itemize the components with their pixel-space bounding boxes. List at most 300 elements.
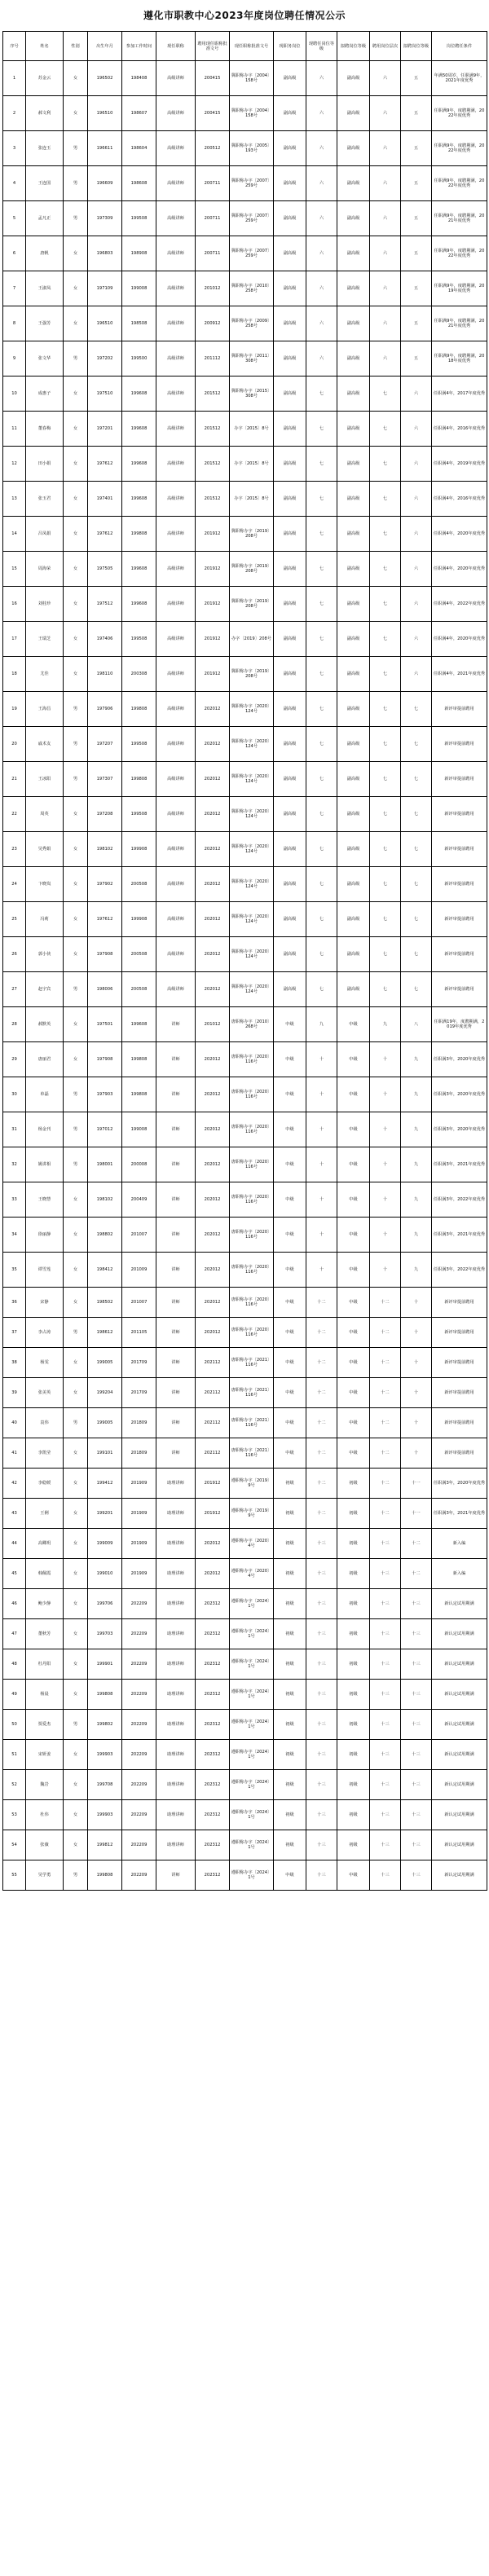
cell-current-title: 高级讲师 bbox=[156, 131, 196, 166]
cell-name: 郝默英 bbox=[26, 1007, 64, 1042]
cell-approval-doc: 冀职称办字〔2019〕208号 bbox=[230, 657, 274, 692]
cell-current-position: 副高级 bbox=[274, 341, 306, 376]
table-row bbox=[3, 1619, 487, 1649]
cell-current-level: 七 bbox=[306, 657, 337, 692]
cell-current-level: 十二 bbox=[306, 1499, 337, 1529]
cell-approval-doc: 遵职称办字〔2024〕1号 bbox=[230, 1589, 274, 1619]
cell-appointed-level: 十 bbox=[370, 1147, 401, 1182]
cell-approval-date: 202012 bbox=[196, 1042, 230, 1077]
cell-current-level: 十 bbox=[306, 1077, 337, 1112]
cell-approval-doc: 冀职称办字〔2020〕124号 bbox=[230, 902, 274, 937]
cell-birth-date: 199903 bbox=[88, 1800, 122, 1830]
cell-current-position: 副高级 bbox=[274, 166, 306, 201]
cell-birth-date: 199808 bbox=[88, 1680, 122, 1710]
cell-birth-date: 197908 bbox=[88, 1042, 122, 1077]
cell-appointed-level: 十三 bbox=[370, 1800, 401, 1830]
cell-current-title: 讲师 bbox=[156, 1042, 196, 1077]
cell-current-position: 副高级 bbox=[274, 832, 306, 867]
cell-approval-date: 202012 bbox=[196, 937, 230, 972]
cell-current-position: 副高级 bbox=[274, 657, 306, 692]
cell-approval-doc: 遵职称办字〔2024〕1号 bbox=[230, 1680, 274, 1710]
cell-appointed-level: 十 bbox=[370, 1253, 401, 1288]
cell-work-start-date: 199508 bbox=[122, 727, 156, 762]
cell-gender: 男 bbox=[64, 692, 88, 727]
cell-name: 李凯莹 bbox=[26, 1438, 64, 1469]
cell-current-position: 副高级 bbox=[274, 131, 306, 166]
cell-current-position: 中级 bbox=[274, 1253, 306, 1288]
cell-gender: 女 bbox=[64, 1529, 88, 1559]
cell-appointment-condition: 新认定试用期满 bbox=[432, 1649, 487, 1680]
cell-appointed-level: 十三 bbox=[370, 1770, 401, 1800]
cell-row-number: 53 bbox=[3, 1800, 26, 1830]
cell-current-title: 高级讲师 bbox=[156, 867, 196, 902]
table-row bbox=[3, 131, 487, 166]
cell-proposed-position: 中级 bbox=[337, 1288, 370, 1318]
cell-birth-date: 198006 bbox=[88, 972, 122, 1007]
column-header: 性别 bbox=[64, 32, 88, 61]
cell-gender: 男 bbox=[64, 341, 88, 376]
cell-approval-doc: 唐职称办字〔2021〕116号 bbox=[230, 1348, 274, 1378]
cell-current-title: 高级讲师 bbox=[156, 236, 196, 271]
cell-proposed-position: 中级 bbox=[337, 1318, 370, 1348]
cell-proposed-level: 五 bbox=[401, 341, 432, 376]
cell-proposed-position: 中级 bbox=[337, 1042, 370, 1077]
cell-appointed-level: 九 bbox=[370, 1007, 401, 1042]
cell-current-level: 十二 bbox=[306, 1318, 337, 1348]
cell-name: 王强芳 bbox=[26, 306, 64, 341]
cell-appointed-level: 十三 bbox=[370, 1649, 401, 1680]
cell-row-number: 31 bbox=[3, 1112, 26, 1147]
cell-current-position: 初级 bbox=[274, 1559, 306, 1589]
cell-proposed-position: 副高级 bbox=[337, 692, 370, 727]
cell-name: 李稳媛 bbox=[26, 1469, 64, 1499]
cell-row-number: 44 bbox=[3, 1529, 26, 1559]
cell-birth-date: 199901 bbox=[88, 1649, 122, 1680]
cell-approval-doc: 冀职称办字〔2020〕124号 bbox=[230, 867, 274, 902]
cell-current-position: 中级 bbox=[274, 1218, 306, 1253]
cell-proposed-level: 五 bbox=[401, 96, 432, 131]
cell-work-start-date: 199808 bbox=[122, 517, 156, 552]
cell-approval-date: 202312 bbox=[196, 1860, 230, 1891]
cell-birth-date: 197612 bbox=[88, 517, 122, 552]
cell-birth-date: 199703 bbox=[88, 1619, 122, 1649]
cell-proposed-position: 副高级 bbox=[337, 166, 370, 201]
cell-row-number: 21 bbox=[3, 762, 26, 797]
table-row bbox=[3, 1288, 487, 1318]
cell-proposed-position: 初级 bbox=[337, 1649, 370, 1680]
cell-proposed-level: 九 bbox=[401, 1077, 432, 1112]
cell-row-number: 17 bbox=[3, 622, 26, 657]
cell-proposed-level: 九 bbox=[401, 1182, 432, 1218]
cell-birth-date: 197012 bbox=[88, 1112, 122, 1147]
cell-current-position: 副高级 bbox=[274, 587, 306, 622]
cell-current-title: 高级讲师 bbox=[156, 762, 196, 797]
cell-approval-doc: 唐职称办字〔2020〕116号 bbox=[230, 1147, 274, 1182]
cell-approval-doc: 冀职称办字〔2007〕259号 bbox=[230, 236, 274, 271]
cell-appointment-condition: 任职满4年，2020年度优秀 bbox=[432, 517, 487, 552]
cell-current-level: 七 bbox=[306, 972, 337, 1007]
cell-appointed-level: 十二 bbox=[370, 1499, 401, 1529]
cell-approval-date: 201012 bbox=[196, 1007, 230, 1042]
cell-current-position: 副高级 bbox=[274, 692, 306, 727]
cell-gender: 女 bbox=[64, 1770, 88, 1800]
cell-current-level: 九 bbox=[306, 1007, 337, 1042]
cell-current-position: 副高级 bbox=[274, 96, 306, 131]
cell-proposed-level: 六 bbox=[401, 482, 432, 517]
cell-proposed-level: 九 bbox=[401, 1112, 432, 1147]
cell-gender: 女 bbox=[64, 1007, 88, 1042]
cell-birth-date: 197903 bbox=[88, 1077, 122, 1112]
cell-current-level: 十二 bbox=[306, 1469, 337, 1499]
cell-approval-date: 202012 bbox=[196, 867, 230, 902]
cell-appointed-level: 六 bbox=[370, 306, 401, 341]
cell-current-position: 中级 bbox=[274, 1378, 306, 1408]
cell-approval-doc: 遵职称办字〔2019〕9号 bbox=[230, 1499, 274, 1529]
cell-proposed-position: 副高级 bbox=[337, 517, 370, 552]
cell-current-position: 副高级 bbox=[274, 376, 306, 412]
cell-appointment-condition: 任职满9年，度聘期满，2021年度优秀 bbox=[432, 201, 487, 236]
cell-approval-doc: 冀职称办字〔2015〕308号 bbox=[230, 376, 274, 412]
cell-proposed-position: 副高级 bbox=[337, 832, 370, 867]
cell-current-level: 七 bbox=[306, 902, 337, 937]
cell-birth-date: 197612 bbox=[88, 902, 122, 937]
cell-appointment-condition: 新评审提前聘用 bbox=[432, 1318, 487, 1348]
cell-birth-date: 197906 bbox=[88, 692, 122, 727]
cell-proposed-position: 初级 bbox=[337, 1619, 370, 1649]
cell-appointed-level: 十 bbox=[370, 1077, 401, 1112]
cell-proposed-position: 中级 bbox=[337, 1438, 370, 1469]
cell-proposed-position: 副高级 bbox=[337, 341, 370, 376]
cell-appointment-condition: 新评审提前聘用 bbox=[432, 727, 487, 762]
cell-proposed-position: 初级 bbox=[337, 1680, 370, 1710]
cell-current-position: 初级 bbox=[274, 1740, 306, 1770]
cell-row-number: 26 bbox=[3, 937, 26, 972]
cell-appointment-condition: 任职满9年，度聘期满，2019年度优秀 bbox=[432, 271, 487, 306]
cell-proposed-position: 副高级 bbox=[337, 587, 370, 622]
cell-appointment-condition: 任职满9年，度聘期满，2022年度优秀 bbox=[432, 131, 487, 166]
cell-approval-doc: 办字〔2015〕8号 bbox=[230, 447, 274, 482]
cell-current-level: 六 bbox=[306, 341, 337, 376]
cell-work-start-date: 202209 bbox=[122, 1830, 156, 1860]
cell-approval-doc: 冀职称办字〔2010〕258号 bbox=[230, 271, 274, 306]
cell-current-title: 高级讲师 bbox=[156, 832, 196, 867]
cell-current-level: 六 bbox=[306, 236, 337, 271]
cell-name: 杜丹阳 bbox=[26, 1649, 64, 1680]
cell-current-title: 讲师 bbox=[156, 1112, 196, 1147]
cell-work-start-date: 199808 bbox=[122, 1077, 156, 1112]
cell-current-level: 七 bbox=[306, 797, 337, 832]
cell-birth-date: 197202 bbox=[88, 341, 122, 376]
cell-current-title: 讲师 bbox=[156, 1438, 196, 1469]
cell-approval-date: 202112 bbox=[196, 1408, 230, 1438]
cell-current-title: 讲师 bbox=[156, 1288, 196, 1318]
cell-proposed-level: 十三 bbox=[401, 1830, 432, 1860]
cell-approval-doc: 遵职称办字〔2024〕1号 bbox=[230, 1740, 274, 1770]
cell-birth-date: 198802 bbox=[88, 1218, 122, 1253]
cell-appointed-level: 七 bbox=[370, 517, 401, 552]
cell-birth-date: 196609 bbox=[88, 166, 122, 201]
cell-birth-date: 197309 bbox=[88, 201, 122, 236]
cell-birth-date: 198102 bbox=[88, 1182, 122, 1218]
cell-approval-doc: 冀职称办字〔2020〕124号 bbox=[230, 937, 274, 972]
cell-proposed-position: 中级 bbox=[337, 1253, 370, 1288]
cell-appointed-level: 十二 bbox=[370, 1318, 401, 1348]
cell-work-start-date: 202209 bbox=[122, 1740, 156, 1770]
cell-work-start-date: 201909 bbox=[122, 1499, 156, 1529]
cell-appointed-level: 七 bbox=[370, 867, 401, 902]
cell-appointment-condition: 新认定试用期满 bbox=[432, 1770, 487, 1800]
cell-gender: 女 bbox=[64, 1830, 88, 1860]
cell-current-position: 副高级 bbox=[274, 447, 306, 482]
cell-appointment-condition: 任职满9年，度聘期满，2021年度优秀 bbox=[432, 306, 487, 341]
cell-appointment-condition: 任职满4年，2019年度优秀 bbox=[432, 447, 487, 482]
cell-row-number: 45 bbox=[3, 1559, 26, 1589]
cell-birth-date: 197208 bbox=[88, 797, 122, 832]
cell-work-start-date: 199608 bbox=[122, 587, 156, 622]
cell-approval-doc: 遵职称办字〔2024〕1号 bbox=[230, 1830, 274, 1860]
cell-proposed-position: 副高级 bbox=[337, 902, 370, 937]
cell-approval-doc: 唐职称办字〔2020〕116号 bbox=[230, 1112, 274, 1147]
cell-birth-date: 197501 bbox=[88, 1007, 122, 1042]
cell-approval-date: 202012 bbox=[196, 1182, 230, 1218]
cell-row-number: 30 bbox=[3, 1077, 26, 1112]
cell-appointment-condition: 新认定试用期满 bbox=[432, 1680, 487, 1710]
cell-proposed-level: 九 bbox=[401, 1253, 432, 1288]
table-row bbox=[3, 762, 487, 797]
cell-proposed-position: 副高级 bbox=[337, 271, 370, 306]
cell-proposed-position: 中级 bbox=[337, 1218, 370, 1253]
table-row bbox=[3, 1710, 487, 1740]
cell-approval-date: 202012 bbox=[196, 1112, 230, 1147]
cell-current-level: 七 bbox=[306, 727, 337, 762]
cell-gender: 男 bbox=[64, 1408, 88, 1438]
cell-gender: 男 bbox=[64, 1860, 88, 1891]
cell-birth-date: 197109 bbox=[88, 271, 122, 306]
cell-approval-date: 200711 bbox=[196, 166, 230, 201]
cell-proposed-position: 中级 bbox=[337, 1147, 370, 1182]
cell-current-title: 讲师 bbox=[156, 1348, 196, 1378]
cell-appointed-level: 十三 bbox=[370, 1860, 401, 1891]
cell-gender: 女 bbox=[64, 306, 88, 341]
cell-approval-doc: 遵职称办字〔2024〕1号 bbox=[230, 1770, 274, 1800]
cell-appointed-level: 十三 bbox=[370, 1710, 401, 1740]
cell-birth-date: 196510 bbox=[88, 96, 122, 131]
cell-approval-date: 202112 bbox=[196, 1438, 230, 1469]
cell-appointment-condition: 任职满4年，2020年度优秀 bbox=[432, 622, 487, 657]
cell-birth-date: 198102 bbox=[88, 832, 122, 867]
cell-approval-doc: 遵职称办字〔2019〕9号 bbox=[230, 1469, 274, 1499]
cell-row-number: 10 bbox=[3, 376, 26, 412]
cell-approval-date: 200711 bbox=[196, 236, 230, 271]
cell-approval-doc: 唐职称办字〔2020〕116号 bbox=[230, 1318, 274, 1348]
table-row bbox=[3, 306, 487, 341]
cell-birth-date: 199101 bbox=[88, 1438, 122, 1469]
cell-current-title: 助理讲师 bbox=[156, 1529, 196, 1559]
cell-name: 宋妍姜 bbox=[26, 1740, 64, 1770]
cell-current-level: 七 bbox=[306, 482, 337, 517]
cell-current-level: 六 bbox=[306, 61, 337, 96]
cell-proposed-level: 五 bbox=[401, 61, 432, 96]
cell-approval-doc: 唐职称办字〔2021〕116号 bbox=[230, 1438, 274, 1469]
cell-appointment-condition: 新评审提前聘用 bbox=[432, 937, 487, 972]
cell-appointment-condition: 任职满4年，2016年度优秀 bbox=[432, 412, 487, 447]
table-row bbox=[3, 727, 487, 762]
cell-birth-date: 199812 bbox=[88, 1830, 122, 1860]
cell-current-level: 六 bbox=[306, 166, 337, 201]
cell-current-level: 十 bbox=[306, 1147, 337, 1182]
table-body bbox=[3, 61, 487, 1891]
cell-proposed-position: 副高级 bbox=[337, 867, 370, 902]
cell-approval-doc: 办字〔2015〕8号 bbox=[230, 482, 274, 517]
cell-approval-date: 202112 bbox=[196, 1378, 230, 1408]
cell-proposed-position: 中级 bbox=[337, 1408, 370, 1438]
cell-proposed-level: 十 bbox=[401, 1438, 432, 1469]
cell-appointed-level: 七 bbox=[370, 727, 401, 762]
cell-current-level: 七 bbox=[306, 937, 337, 972]
cell-name: 刘桂珍 bbox=[26, 587, 64, 622]
cell-work-start-date: 199508 bbox=[122, 201, 156, 236]
cell-appointment-condition: 任职满19年，度聘期满，2019年度优秀 bbox=[432, 1007, 487, 1042]
cell-proposed-level: 十三 bbox=[401, 1680, 432, 1710]
table-row bbox=[3, 447, 487, 482]
cell-proposed-position: 初级 bbox=[337, 1529, 370, 1559]
table-row bbox=[3, 412, 487, 447]
cell-gender: 女 bbox=[64, 96, 88, 131]
cell-current-level: 六 bbox=[306, 306, 337, 341]
cell-current-position: 中级 bbox=[274, 1438, 306, 1469]
cell-approval-date: 202012 bbox=[196, 1253, 230, 1288]
cell-gender: 女 bbox=[64, 447, 88, 482]
cell-name: 唐丽君 bbox=[26, 1042, 64, 1077]
cell-name: 成惠子 bbox=[26, 376, 64, 412]
table-row bbox=[3, 1589, 487, 1619]
cell-proposed-position: 副高级 bbox=[337, 306, 370, 341]
column-header: 聘用现任职称批准文号 bbox=[196, 32, 230, 61]
cell-approval-date: 200512 bbox=[196, 131, 230, 166]
cell-current-position: 初级 bbox=[274, 1830, 306, 1860]
cell-current-title: 高级讲师 bbox=[156, 727, 196, 762]
cell-appointed-level: 十 bbox=[370, 1218, 401, 1253]
cell-row-number: 38 bbox=[3, 1348, 26, 1378]
cell-appointed-level: 十三 bbox=[370, 1529, 401, 1559]
column-header: 参加工作时间 bbox=[122, 32, 156, 61]
cell-approval-doc: 办字〔2019〕208号 bbox=[230, 622, 274, 657]
cell-name: 唐帆 bbox=[26, 236, 64, 271]
cell-gender: 女 bbox=[64, 832, 88, 867]
table-row bbox=[3, 1077, 487, 1112]
cell-appointed-level: 十三 bbox=[370, 1559, 401, 1589]
cell-appointment-condition: 新评审提前聘用 bbox=[432, 1348, 487, 1378]
cell-approval-doc: 冀职称办字〔2020〕124号 bbox=[230, 832, 274, 867]
cell-row-number: 46 bbox=[3, 1589, 26, 1619]
cell-row-number: 9 bbox=[3, 341, 26, 376]
cell-current-title: 讲师 bbox=[156, 1077, 196, 1112]
cell-current-level: 十二 bbox=[306, 1408, 337, 1438]
cell-proposed-level: 十 bbox=[401, 1378, 432, 1408]
cell-proposed-position: 副高级 bbox=[337, 552, 370, 587]
cell-gender: 女 bbox=[64, 1740, 88, 1770]
cell-work-start-date: 201809 bbox=[122, 1408, 156, 1438]
cell-birth-date: 199808 bbox=[88, 1860, 122, 1891]
cell-approval-date: 202012 bbox=[196, 1147, 230, 1182]
cell-approval-doc: 冀职称办字〔2020〕124号 bbox=[230, 762, 274, 797]
cell-proposed-level: 十三 bbox=[401, 1589, 432, 1619]
cell-row-number: 47 bbox=[3, 1619, 26, 1649]
cell-birth-date: 199005 bbox=[88, 1348, 122, 1378]
cell-appointed-level: 六 bbox=[370, 131, 401, 166]
cell-appointment-condition: 任职满3年，2020年度优秀 bbox=[432, 1469, 487, 1499]
cell-name: 徐丽静 bbox=[26, 1218, 64, 1253]
cell-name: 郝文利 bbox=[26, 96, 64, 131]
cell-proposed-position: 初级 bbox=[337, 1710, 370, 1740]
cell-row-number: 11 bbox=[3, 412, 26, 447]
cell-work-start-date: 202209 bbox=[122, 1649, 156, 1680]
cell-name: 杨金刊 bbox=[26, 1112, 64, 1147]
cell-current-title: 高级讲师 bbox=[156, 552, 196, 587]
cell-work-start-date: 202209 bbox=[122, 1619, 156, 1649]
cell-appointment-condition: 新认定试用期满 bbox=[432, 1619, 487, 1649]
cell-name: 吕凤娟 bbox=[26, 517, 64, 552]
cell-current-title: 高级讲师 bbox=[156, 692, 196, 727]
cell-current-position: 中级 bbox=[274, 1408, 306, 1438]
cell-current-position: 副高级 bbox=[274, 867, 306, 902]
cell-gender: 女 bbox=[64, 1559, 88, 1589]
cell-gender: 男 bbox=[64, 1318, 88, 1348]
cell-birth-date: 199005 bbox=[88, 1408, 122, 1438]
cell-current-level: 十 bbox=[306, 1218, 337, 1253]
table-row bbox=[3, 1649, 487, 1680]
cell-row-number: 39 bbox=[3, 1378, 26, 1408]
cell-gender: 男 bbox=[64, 1077, 88, 1112]
cell-proposed-position: 中级 bbox=[337, 1348, 370, 1378]
cell-current-title: 高级讲师 bbox=[156, 937, 196, 972]
cell-appointment-condition: 任职满4年，2021年度优秀 bbox=[432, 657, 487, 692]
cell-approval-doc: 唐职称办字〔2021〕116号 bbox=[230, 1408, 274, 1438]
cell-current-level: 七 bbox=[306, 692, 337, 727]
cell-birth-date: 198612 bbox=[88, 1318, 122, 1348]
cell-current-title: 高级讲师 bbox=[156, 657, 196, 692]
cell-work-start-date: 198607 bbox=[122, 96, 156, 131]
cell-appointment-condition: 新认定试用期满 bbox=[432, 1740, 487, 1770]
cell-approval-date: 201512 bbox=[196, 482, 230, 517]
table-row bbox=[3, 271, 487, 306]
cell-proposed-position: 副高级 bbox=[337, 412, 370, 447]
cell-name: 郭小侠 bbox=[26, 937, 64, 972]
cell-proposed-level: 十二 bbox=[401, 1529, 432, 1559]
cell-proposed-position: 初级 bbox=[337, 1770, 370, 1800]
cell-proposed-position: 初级 bbox=[337, 1830, 370, 1860]
cell-current-position: 副高级 bbox=[274, 552, 306, 587]
cell-gender: 女 bbox=[64, 61, 88, 96]
cell-current-position: 副高级 bbox=[274, 762, 306, 797]
cell-birth-date: 198001 bbox=[88, 1147, 122, 1182]
cell-current-position: 副高级 bbox=[274, 236, 306, 271]
cell-approval-doc: 遵职称办字〔2024〕1号 bbox=[230, 1619, 274, 1649]
table-row bbox=[3, 1800, 487, 1830]
table-row bbox=[3, 1112, 487, 1147]
table-row bbox=[3, 1378, 487, 1408]
cell-row-number: 55 bbox=[3, 1860, 26, 1891]
cell-current-position: 副高级 bbox=[274, 517, 306, 552]
cell-appointment-condition: 新入编 bbox=[432, 1559, 487, 1589]
cell-current-title: 助理讲师 bbox=[156, 1649, 196, 1680]
cell-name: 王淑凤 bbox=[26, 271, 64, 306]
cell-current-level: 十二 bbox=[306, 1378, 337, 1408]
table-row bbox=[3, 972, 487, 1007]
cell-work-start-date: 200409 bbox=[122, 1182, 156, 1218]
cell-row-number: 54 bbox=[3, 1830, 26, 1860]
cell-row-number: 15 bbox=[3, 552, 26, 587]
